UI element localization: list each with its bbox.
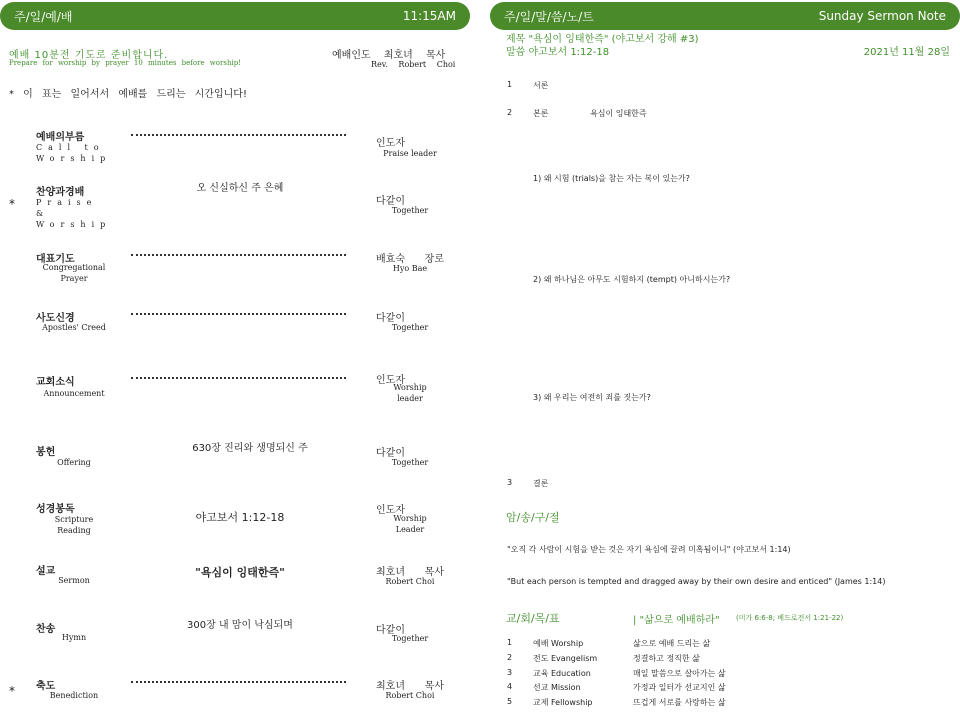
order-item-ko: 예배의부름	[36, 132, 85, 143]
worship-leader-en: Rev. Robert Choi	[371, 60, 456, 69]
order-item-detail: 오 신실하신 주 은혜	[196, 183, 284, 194]
stand-marker: *	[9, 197, 15, 211]
order-item-detail: 야고보서 1:12-18	[195, 511, 285, 524]
order-item-en: Hymn	[61, 633, 87, 642]
dotted-leader	[131, 681, 346, 683]
prep-note-en: Prepare for worship by prayer 10 minutes before worship!	[9, 59, 241, 67]
order-leader-en: Worship Leader	[393, 514, 427, 534]
memory-verse-heading: 암/송/구/절	[506, 511, 560, 524]
goal-number: 3	[507, 668, 513, 677]
goal-number: 5	[507, 697, 513, 706]
goal-number: 4	[507, 682, 513, 691]
stand-note: * 이 표는 일어서서 예배를 드리는 시간입니다!	[9, 89, 247, 100]
order-leader: 인도자	[376, 375, 405, 386]
goal-number: 2	[507, 653, 513, 662]
dotted-leader	[131, 134, 346, 136]
order-leader-en: Together	[391, 634, 429, 643]
order-item-en: Benediction	[49, 691, 99, 700]
order-leader: 다같이	[376, 448, 405, 459]
right-header-sub: Sunday Sermon Note	[818, 9, 946, 23]
order-leader-en: Together	[391, 323, 429, 332]
goal-area: 선교 Mission	[533, 683, 581, 692]
order-leader-en: Hyo Bae	[392, 264, 428, 273]
order-item-ko: 대표기도	[36, 254, 75, 265]
outline-intro: 서론	[533, 81, 549, 90]
outline-question-1: 1) 왜 시험 (trials)을 참는 자는 복이 있는가?	[533, 174, 690, 183]
order-leader: 다같이	[376, 625, 405, 636]
order-leader-en: Robert Choi	[385, 577, 435, 586]
order-item-en: Apostles' Creed	[42, 323, 106, 332]
dotted-leader	[131, 254, 346, 256]
right-header-bar	[490, 2, 960, 30]
order-item-en: Congregational Prayer	[42, 263, 106, 283]
order-item-ko: 축도	[36, 681, 56, 692]
church-motto-ref: (미가 6:6-8; 베드로전서 1:21-22)	[736, 614, 844, 622]
order-item-ko: 사도신경	[36, 313, 75, 324]
dotted-leader	[131, 313, 346, 315]
scripture-line: 말씀 야고보서 1:12-18	[506, 47, 610, 58]
order-item-ko: 찬양과경배	[36, 187, 85, 198]
order-item-en: Scripture Reading	[54, 515, 94, 535]
goal-description: 매일 말씀으로 살아가는 삶	[633, 669, 726, 678]
goal-number: 1	[507, 638, 513, 647]
outline-body-title: 욕심이 잉태한즉	[590, 109, 647, 118]
goal-area: 전도 Evangelism	[533, 654, 598, 663]
left-header-title: 주/일/예/배	[14, 9, 73, 24]
memory-verse-ko: "오직 각 사람이 시험을 받는 것은 자기 욕심에 끌려 미혹됨이니" (야고보서 1:14)	[507, 545, 791, 554]
order-item-en: Call to Worship	[36, 143, 112, 163]
order-item-ko: 설교	[36, 566, 56, 577]
outline-body: 본론	[533, 109, 549, 118]
goal-description: 삶으로 예배 드리는 삶	[633, 639, 711, 648]
order-item-ko: 교회소식	[36, 377, 75, 388]
goal-description: 정결하고 정직한 삶	[633, 654, 700, 663]
outline-number: 1	[507, 80, 513, 89]
order-leader: 인도자	[376, 138, 405, 149]
order-item-en: Praise & Worship	[36, 198, 112, 229]
sermon-date: 2021년 11월 28일	[863, 47, 950, 58]
goal-area: 교육 Education	[533, 669, 591, 678]
sermon-title: "욕심이 잉태한즉"	[195, 566, 285, 579]
order-leader: 다같이	[376, 196, 405, 207]
outline-number: 2	[507, 108, 513, 117]
order-leader: 배효숙 장로	[376, 254, 444, 265]
order-leader: 다같이	[376, 313, 405, 324]
goal-description: 가정과 일터가 선교지인 삶	[633, 683, 726, 692]
order-leader: 인도자	[376, 505, 405, 516]
order-item-ko: 성경봉독	[36, 504, 75, 515]
order-leader-en: Together	[391, 206, 429, 215]
order-leader-en: Praise leader	[383, 149, 437, 158]
church-motto: | "삶으로 예배하라"	[633, 615, 720, 626]
order-leader-en: Worship leader	[393, 383, 427, 403]
order-item-ko: 찬송	[36, 624, 56, 635]
goal-area: 교제 Fellowship	[533, 698, 593, 707]
order-item-en: Sermon	[58, 576, 90, 585]
worship-leader-ko: 예배인도 최호녀 목사	[332, 50, 446, 61]
prep-note-ko: 예배 10분전 기도로 준비합니다.	[9, 50, 169, 61]
order-item-en: Announcement	[43, 389, 105, 398]
order-item-detail: 300장 내 맘이 낙심되며	[187, 620, 293, 631]
outline-conclusion: 결론	[533, 479, 549, 488]
outline-question-2: 2) 왜 하나님은 아무도 시험하지 (tempt) 아니하시는가?	[533, 275, 731, 284]
left-header-time: 11:15AM	[402, 9, 456, 23]
goal-description: 뜨겁게 서로를 사랑하는 삶	[633, 698, 726, 707]
dotted-leader	[131, 377, 346, 379]
order-leader-en: Robert Choi	[385, 691, 435, 700]
order-leader-en: Together	[391, 458, 429, 467]
stand-marker: *	[9, 684, 15, 698]
outline-question-3: 3) 왜 우리는 여전히 죄를 짓는가?	[533, 393, 651, 402]
outline-number: 3	[507, 478, 513, 487]
sermon-title-line: 제목 "욕심이 잉태한즉" (야고보서 강해 #3)	[506, 34, 699, 45]
church-goals-heading: 교/회/목/표	[506, 612, 560, 625]
order-item-detail: 630장 진리와 생명되신 주	[192, 443, 308, 454]
left-header-bar	[0, 2, 470, 30]
memory-verse-en: "But each person is tempted and dragged away by their own desire and enticed" (James 1:14)	[507, 577, 886, 586]
goal-area: 예배 Worship	[533, 639, 584, 648]
right-header-title: 주/일/말/씀/노/트	[504, 9, 594, 24]
order-item-ko: 봉헌	[36, 447, 56, 458]
order-item-en: Offering	[57, 458, 91, 467]
order-leader: 최호녀 목사	[376, 567, 444, 578]
order-leader: 최호녀 목사	[376, 681, 444, 692]
